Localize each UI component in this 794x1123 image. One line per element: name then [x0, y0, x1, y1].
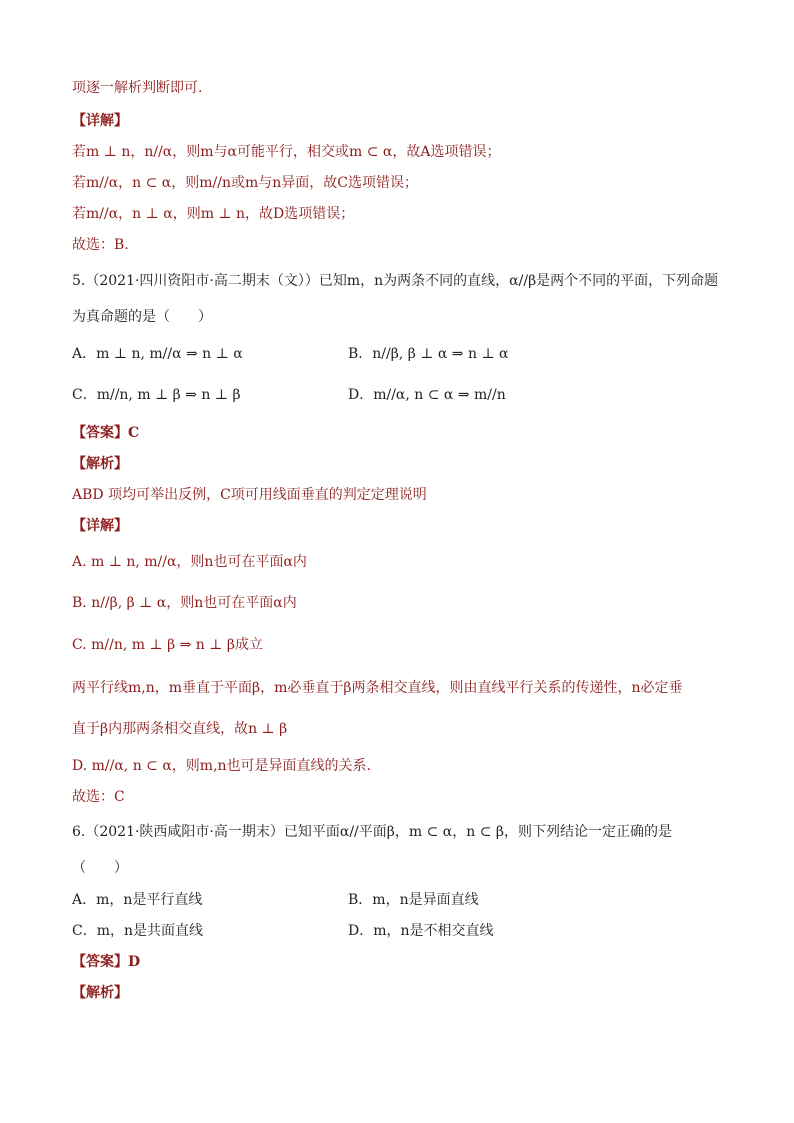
q5-option-d: D．m//α, n ⊂ α ⇒ m//n	[348, 387, 506, 403]
section-heading-answer: 【答案】C	[72, 425, 140, 441]
question-6-stem: 6.（2021·陕西咸阳市·高一期末）已知平面α//平面β，m ⊂ α，n ⊂ β，则下列结论一定正确的是	[72, 824, 672, 840]
q6-option-a: A．m，n是平行直线	[72, 892, 203, 908]
text-line: ABD 项均可举出反例，C项可用线面垂直的判定定理说明	[72, 487, 427, 503]
text-line: C. m//n, m ⊥ β ⇒ n ⊥ β成立	[72, 637, 263, 653]
text-line: 若m ⊥ n，n//α，则m与α可能平行，相交或m ⊂ α，故A选项错误；	[72, 144, 501, 160]
text-line: 直于β内那两条相交直线，故n ⊥ β	[72, 721, 288, 737]
q5-option-c: C．m//n, m ⊥ β ⇒ n ⊥ β	[72, 387, 241, 403]
text-line: 若m//α，n ⊂ α，则m//n或m与n异面，故C选项错误；	[72, 175, 418, 191]
text-line: 两平行线m,n，m垂直于平面β，m必垂直于β两条相交直线，则由直线平行关系的传递性，n必定垂	[72, 680, 683, 696]
section-heading-detail: 【详解】	[72, 518, 128, 534]
q6-option-d: D．m，n是不相交直线	[348, 923, 494, 939]
q5-option-b: B．n//β, β ⊥ α ⇒ n ⊥ α	[348, 346, 509, 362]
q6-option-c: C．m，n是共面直线	[72, 923, 204, 939]
section-heading-analysis: 【解析】	[72, 456, 128, 472]
text-line: 故选：C	[72, 789, 125, 805]
question-5-stem-cont: 为真命题的是（ ）	[72, 309, 212, 325]
text-line: 项逐一解析判断即可.	[72, 80, 203, 96]
section-heading-detail: 【详解】	[72, 113, 128, 129]
section-heading-analysis: 【解析】	[72, 985, 128, 1001]
q5-option-a: A．m ⊥ n, m//α ⇒ n ⊥ α	[72, 346, 243, 362]
text-line: A. m ⊥ n, m//α，则n也可在平面α内	[72, 554, 307, 570]
text-line: 若m//α，n ⊥ α，则m ⊥ n，故D选项错误；	[72, 206, 355, 222]
section-heading-answer: 【答案】D	[72, 954, 141, 970]
text-line: D. m//α, n ⊂ α，则m,n也可是异面直线的关系.	[72, 758, 371, 774]
text-line: B. n//β, β ⊥ α，则n也可在平面α内	[72, 595, 297, 611]
text-line: 故选：B.	[72, 237, 129, 253]
q6-option-b: B．m，n是异面直线	[348, 892, 479, 908]
question-5-stem: 5.（2021·四川资阳市·高二期末（文））已知m，n为两条不同的直线，α//β是两个不同的平面，下列命题	[72, 273, 719, 289]
question-6-stem-cont: （ ）	[72, 860, 128, 876]
